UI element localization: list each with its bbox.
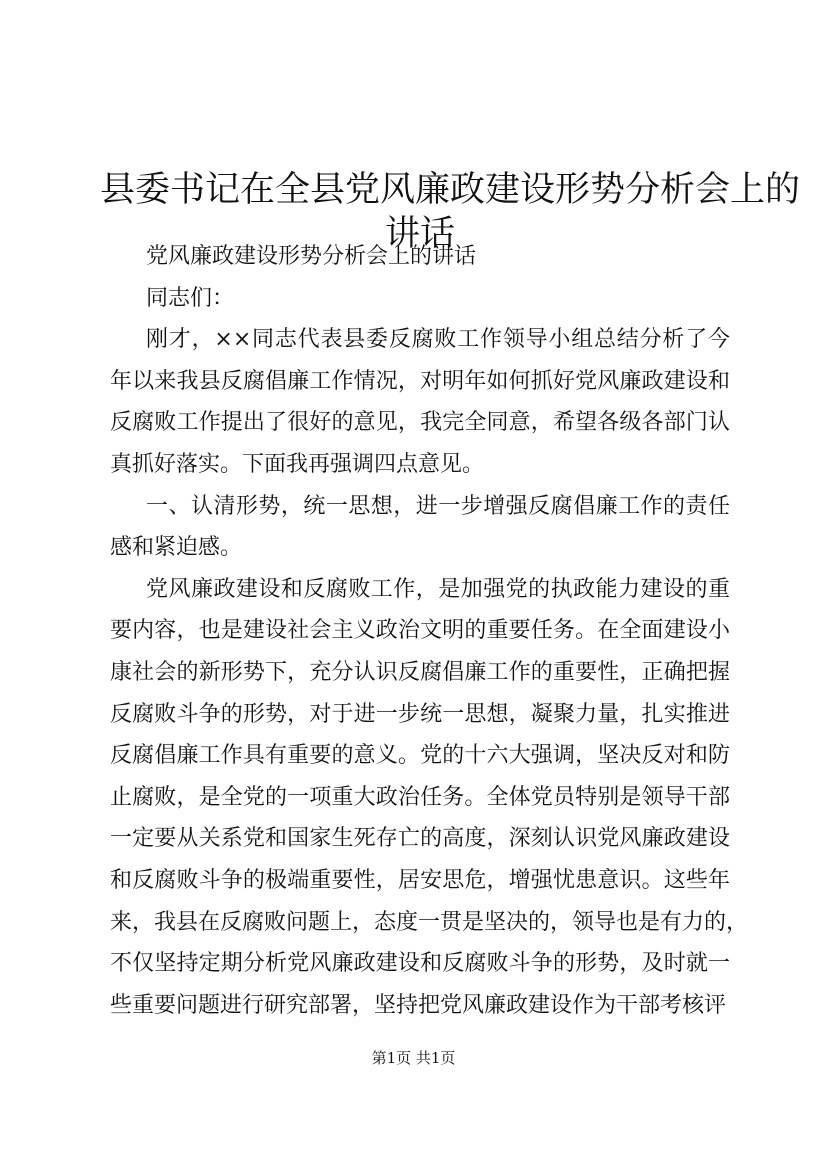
paragraph-line: 康社会的新形势下，充分认识反腐倡廉工作的重要性，正确把握 bbox=[110, 659, 730, 685]
paragraph-line: 同志们： bbox=[146, 285, 235, 311]
paragraph bbox=[110, 569, 749, 1027]
paragraph-line: 年以来我县反腐倡廉工作情况，对明年如何抓好党风廉政建设和 bbox=[110, 368, 730, 394]
paragraph-line: 党风廉政建设和反腐败工作，是加强党的执政能力建设的重 bbox=[146, 576, 730, 602]
paragraph-line: 止腐败，是全党的一项重大政治任务。全体党员特别是领导干部 bbox=[110, 784, 730, 810]
paragraph-line: 一定要从关系党和国家生死存亡的高度，深刻认识党风廉政建设 bbox=[110, 826, 730, 852]
paragraph-line: 要内容，也是建设社会主义政治文明的重要任务。在全面建设小 bbox=[110, 618, 730, 644]
paragraph-line: 和反腐败斗争的极端重要性，居安思危，增强忧患意识。这些年 bbox=[110, 867, 730, 893]
title-line: 讲话 bbox=[384, 214, 455, 255]
paragraph-line: 反腐倡廉工作具有重要的意义。党的十六大强调，坚决反对和防 bbox=[110, 743, 730, 769]
page-footer: 第1页 共1页 bbox=[371, 1049, 456, 1067]
paragraph-line: 反腐败斗争的形势，对于进一步统一思想，凝聚力量，扎实推进 bbox=[110, 701, 730, 727]
paragraph bbox=[110, 319, 730, 485]
paragraph bbox=[110, 486, 730, 569]
paragraph-line: 一、认清形势，统一思想，进一步增强反腐倡廉工作的责任 bbox=[146, 493, 730, 519]
paragraph-line: 刚才，××同志代表县委反腐败工作领导小组总结分析了今 bbox=[146, 327, 730, 353]
title-line: 县委书记在全县党风廉政建设形势分析会上的 bbox=[100, 170, 801, 211]
paragraph-line: 反腐败工作提出了很好的意见，我完全同意，希望各级各部门认 bbox=[110, 410, 730, 436]
paragraph bbox=[110, 278, 730, 320]
paragraph-line: 些重要问题进行研究部署，坚持把党风廉政建设作为干部考核评 bbox=[110, 992, 727, 1018]
paragraph-line: 真抓好落实。下面我再强调四点意见。 bbox=[110, 451, 485, 477]
paragraph-line: 感和紧迫感。 bbox=[110, 535, 243, 561]
paragraph bbox=[110, 236, 730, 278]
paragraph-line: 不仅坚持定期分析党风廉政建设和反腐败斗争的形势，及时就一 bbox=[110, 951, 730, 977]
paragraph-line: 来，我县在反腐败问题上，态度一贯是坚决的，领导也是有力的， bbox=[110, 909, 749, 935]
paragraph-line: 党风廉政建设形势分析会上的讲话 bbox=[146, 244, 477, 269]
document-body bbox=[110, 236, 749, 1026]
